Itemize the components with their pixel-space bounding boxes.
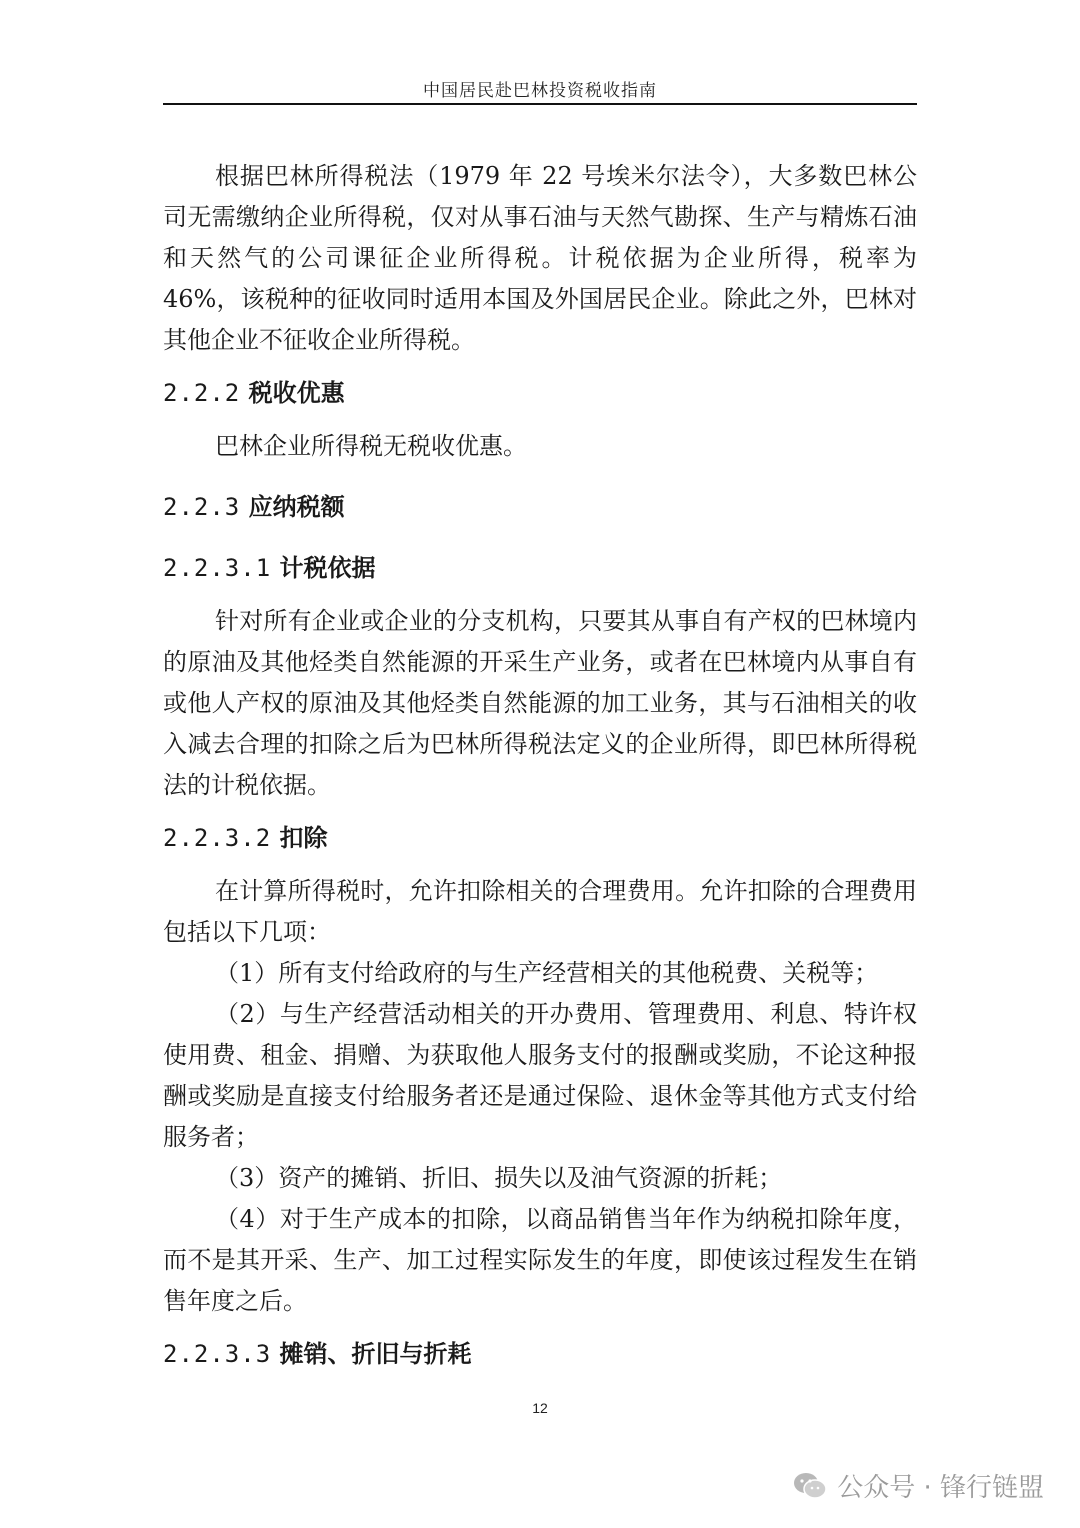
watermark-text: 公众号 · 锋行链盟 — [837, 1473, 1044, 1503]
heading-2-2-3-3 — [163, 1334, 917, 1375]
list-item: （1）所有支付给政府的与生产经营相关的其他税费、关税等； — [215, 959, 879, 987]
wechat-icon — [793, 1471, 827, 1501]
paragraph-2-2-3-2: 在计算所得税时，允许扣除相关的合理费用。允许扣除的合理费用包括以下几项： — [163, 877, 917, 946]
heading-number: 2.2.3 — [163, 493, 241, 521]
heading-number: 2.2.3.1 — [163, 554, 272, 582]
header-rule — [163, 103, 917, 105]
list-item: （4）对于生产成本的扣除，以商品销售当年作为纳税扣除年度，而不是其开采、生产、加工过程实际发生的年度，即使该过程发生在销售年度之后。 — [163, 1205, 917, 1315]
heading-2-2-2 — [163, 373, 917, 414]
watermark — [793, 1467, 1044, 1504]
heading-title: 扣除 — [279, 824, 328, 852]
heading-2-2-3-2 — [163, 818, 917, 859]
heading-title: 税收优惠 — [248, 379, 345, 407]
heading-2-2-3-1 — [163, 548, 917, 589]
paragraph-2-2-3-1: 针对所有企业或企业的分支机构，只要其从事自有产权的巴林境内的原油及其他烃类自然能源的开采生产业务，或者在巴林境内从事自有或他人产权的原油及其他烃类自然能源的加工业务，其与石油相关的收入减去合理的扣除之后为巴林所得税法定义的企业所得，即巴林所得税法的计税依据。 — [163, 607, 917, 799]
document-body — [163, 156, 917, 1375]
list-item: （2）与生产经营活动相关的开办费用、管理费用、利息、特许权使用费、租金、捐赠、为获取他人服务支付的报酬或奖励，不论这种报酬或奖励是直接支付给服务者还是通过保险、退休金等其他方式支付给服务者； — [163, 1000, 917, 1151]
heading-title: 计税依据 — [279, 554, 376, 582]
heading-number: 2.2.3.2 — [163, 824, 272, 852]
intro-paragraph: 根据巴林所得税法（1979 年 22 号埃米尔法令），大多数巴林公司无需缴纳企业所得税，仅对从事石油与天然气勘探、生产与精炼石油和天然气的公司课征企业所得税。计税依据为企业所得，税率为 46%，该税种的征收同时适用本国及外国居民企业。除此之外，巴林对其他企业不征收企业所得税。 — [163, 162, 917, 354]
page-number: 12 — [532, 1400, 548, 1416]
heading-title: 应纳税额 — [248, 493, 345, 521]
heading-number: 2.2.3.3 — [163, 1340, 272, 1368]
running-header: 中国居民赴巴林投资税收指南 — [423, 81, 657, 101]
list-item: （3）资产的摊销、折旧、损失以及油气资源的折耗； — [215, 1164, 783, 1192]
paragraph-2-2-2: 巴林企业所得税无税收优惠。 — [215, 432, 527, 460]
heading-title: 摊销、折旧与折耗 — [279, 1340, 472, 1368]
heading-number: 2.2.2 — [163, 379, 241, 407]
heading-2-2-3 — [163, 487, 917, 528]
